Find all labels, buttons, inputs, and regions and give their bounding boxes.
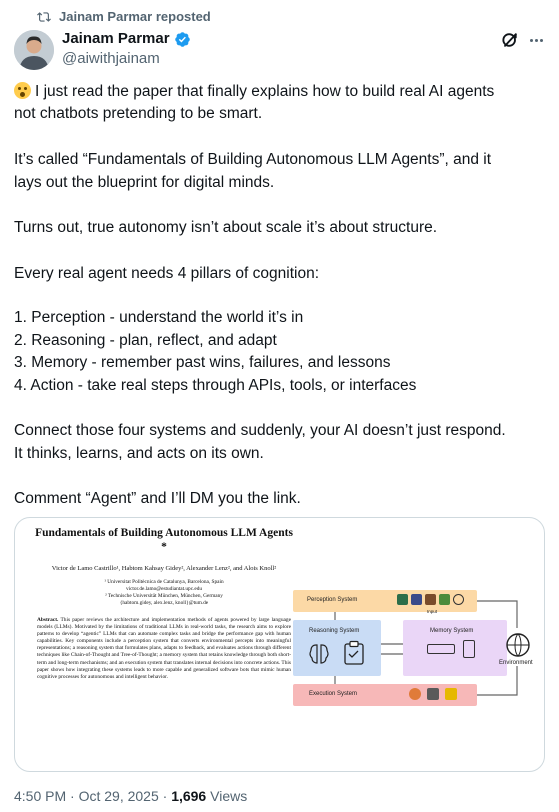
- views-count: 1,696: [171, 788, 207, 804]
- post-text-line-13: Comment “Agent” and I’ll DM you the link.: [14, 490, 301, 507]
- architecture-diagram: [285, 584, 545, 704]
- author-handle[interactable]: @aiwithjainam: [62, 50, 160, 67]
- paper-page: [31, 526, 297, 681]
- author-block: [62, 30, 191, 69]
- verified-badge-icon: [174, 31, 191, 48]
- paper-affiliations: ¹ Universitat Politècnica de Catalunya, Barcelona, Spain victor.de.lamo@estudiantat.upc.edu ² Technische Universität München, München, Germany {habtom.gidey, alex.lenz, knoll}@tum.de: [104, 579, 224, 606]
- post-text-line-12: It thinks, learns, and acts on its own.: [14, 445, 264, 462]
- repost-header[interactable]: [37, 9, 211, 24]
- paper-title: Fundamentals of Building Autonomous LLM Agents *: [35, 527, 293, 553]
- mind-blown-emoji: [14, 82, 31, 99]
- post-text-line-7: 1. Perception - understand the world it’s in: [14, 309, 304, 326]
- post-text-line-2: not chatbots pretending to be smart.: [14, 105, 263, 122]
- post-timestamp[interactable]: 4:50 PM · Oct 29, 2025 ·: [14, 788, 172, 804]
- repost-text: Jainam Parmar reposted: [59, 9, 211, 24]
- paper-authors: Victor de Lamo Castrillo¹, Habtom Kahsay Gidey², Alexander Lenz², and Alois Knoll²: [51, 565, 277, 572]
- post-text-line-9: 3. Memory - remember past wins, failures, and lessons: [14, 354, 391, 371]
- post-text-line-3: It’s called “Fundamentals of Building Autonomous LLM Agents”, and it: [14, 151, 492, 168]
- execution-label: Execution System: [309, 691, 358, 697]
- avatar[interactable]: [14, 30, 54, 70]
- post-text-line-5: Turns out, true autonomy isn’t about scale it’s about structure.: [14, 219, 438, 236]
- input-label: Input: [427, 609, 438, 614]
- post-text-line-8: 2. Reasoning - plan, reflect, and adapt: [14, 332, 277, 349]
- perception-label: Perception System: [307, 597, 358, 603]
- grok-icon[interactable]: [500, 30, 520, 50]
- memory-label: Memory System: [430, 628, 474, 634]
- author-name[interactable]: Jainam Parmar: [62, 30, 170, 47]
- environment-label: Environment: [499, 660, 533, 666]
- reasoning-label: Reasoning System: [309, 628, 360, 634]
- post-text-line-4: lays out the blueprint for digital minds.: [14, 174, 275, 191]
- paper-abstract: Abstract. This paper reviews the architecture and implementation methods of agents powered by large language models (LLMs). Motivated by the limitations of traditional LLMs in real-world tasks, the research aims to explore patterns to develop “agentic” LLMs that can automate complex tasks and bridge the performance gap with human capabilities. Key components include a perception system that converts environmental percepts into meaningful representations; a reasoning system that formulates plans, adapts to feedback, and evaluates actions through different techniques like Chain-of-Thought and Tree-of-Thought; a memory system that retains knowledge through both short-term and long-term mechanisms; and an execution system that translates internal decisions into concrete actions. This paper shows how integrating these systems leads to more capable and generalized software bots that mimic human cognitive processes for autonomous and intelligent behavior.: [37, 617, 291, 680]
- media-image[interactable]: [14, 517, 545, 772]
- post-footer: [14, 786, 247, 806]
- avatar-image: [14, 30, 54, 70]
- views-label: Views: [206, 788, 248, 804]
- post-text-line-10: 4. Action - take real steps through APIs, tools, or interfaces: [14, 377, 417, 394]
- globe-icon: [505, 632, 531, 658]
- post-text-line-11: Connect those four systems and suddenly, your AI doesn’t just respond.: [14, 422, 506, 439]
- post-text-line-6: Every real agent needs 4 pillars of cognition:: [14, 265, 320, 282]
- post-text-line-1: I just read the paper that finally explains how to build real AI agents: [14, 80, 549, 103]
- repost-icon: [37, 10, 51, 24]
- more-icon[interactable]: [525, 30, 547, 50]
